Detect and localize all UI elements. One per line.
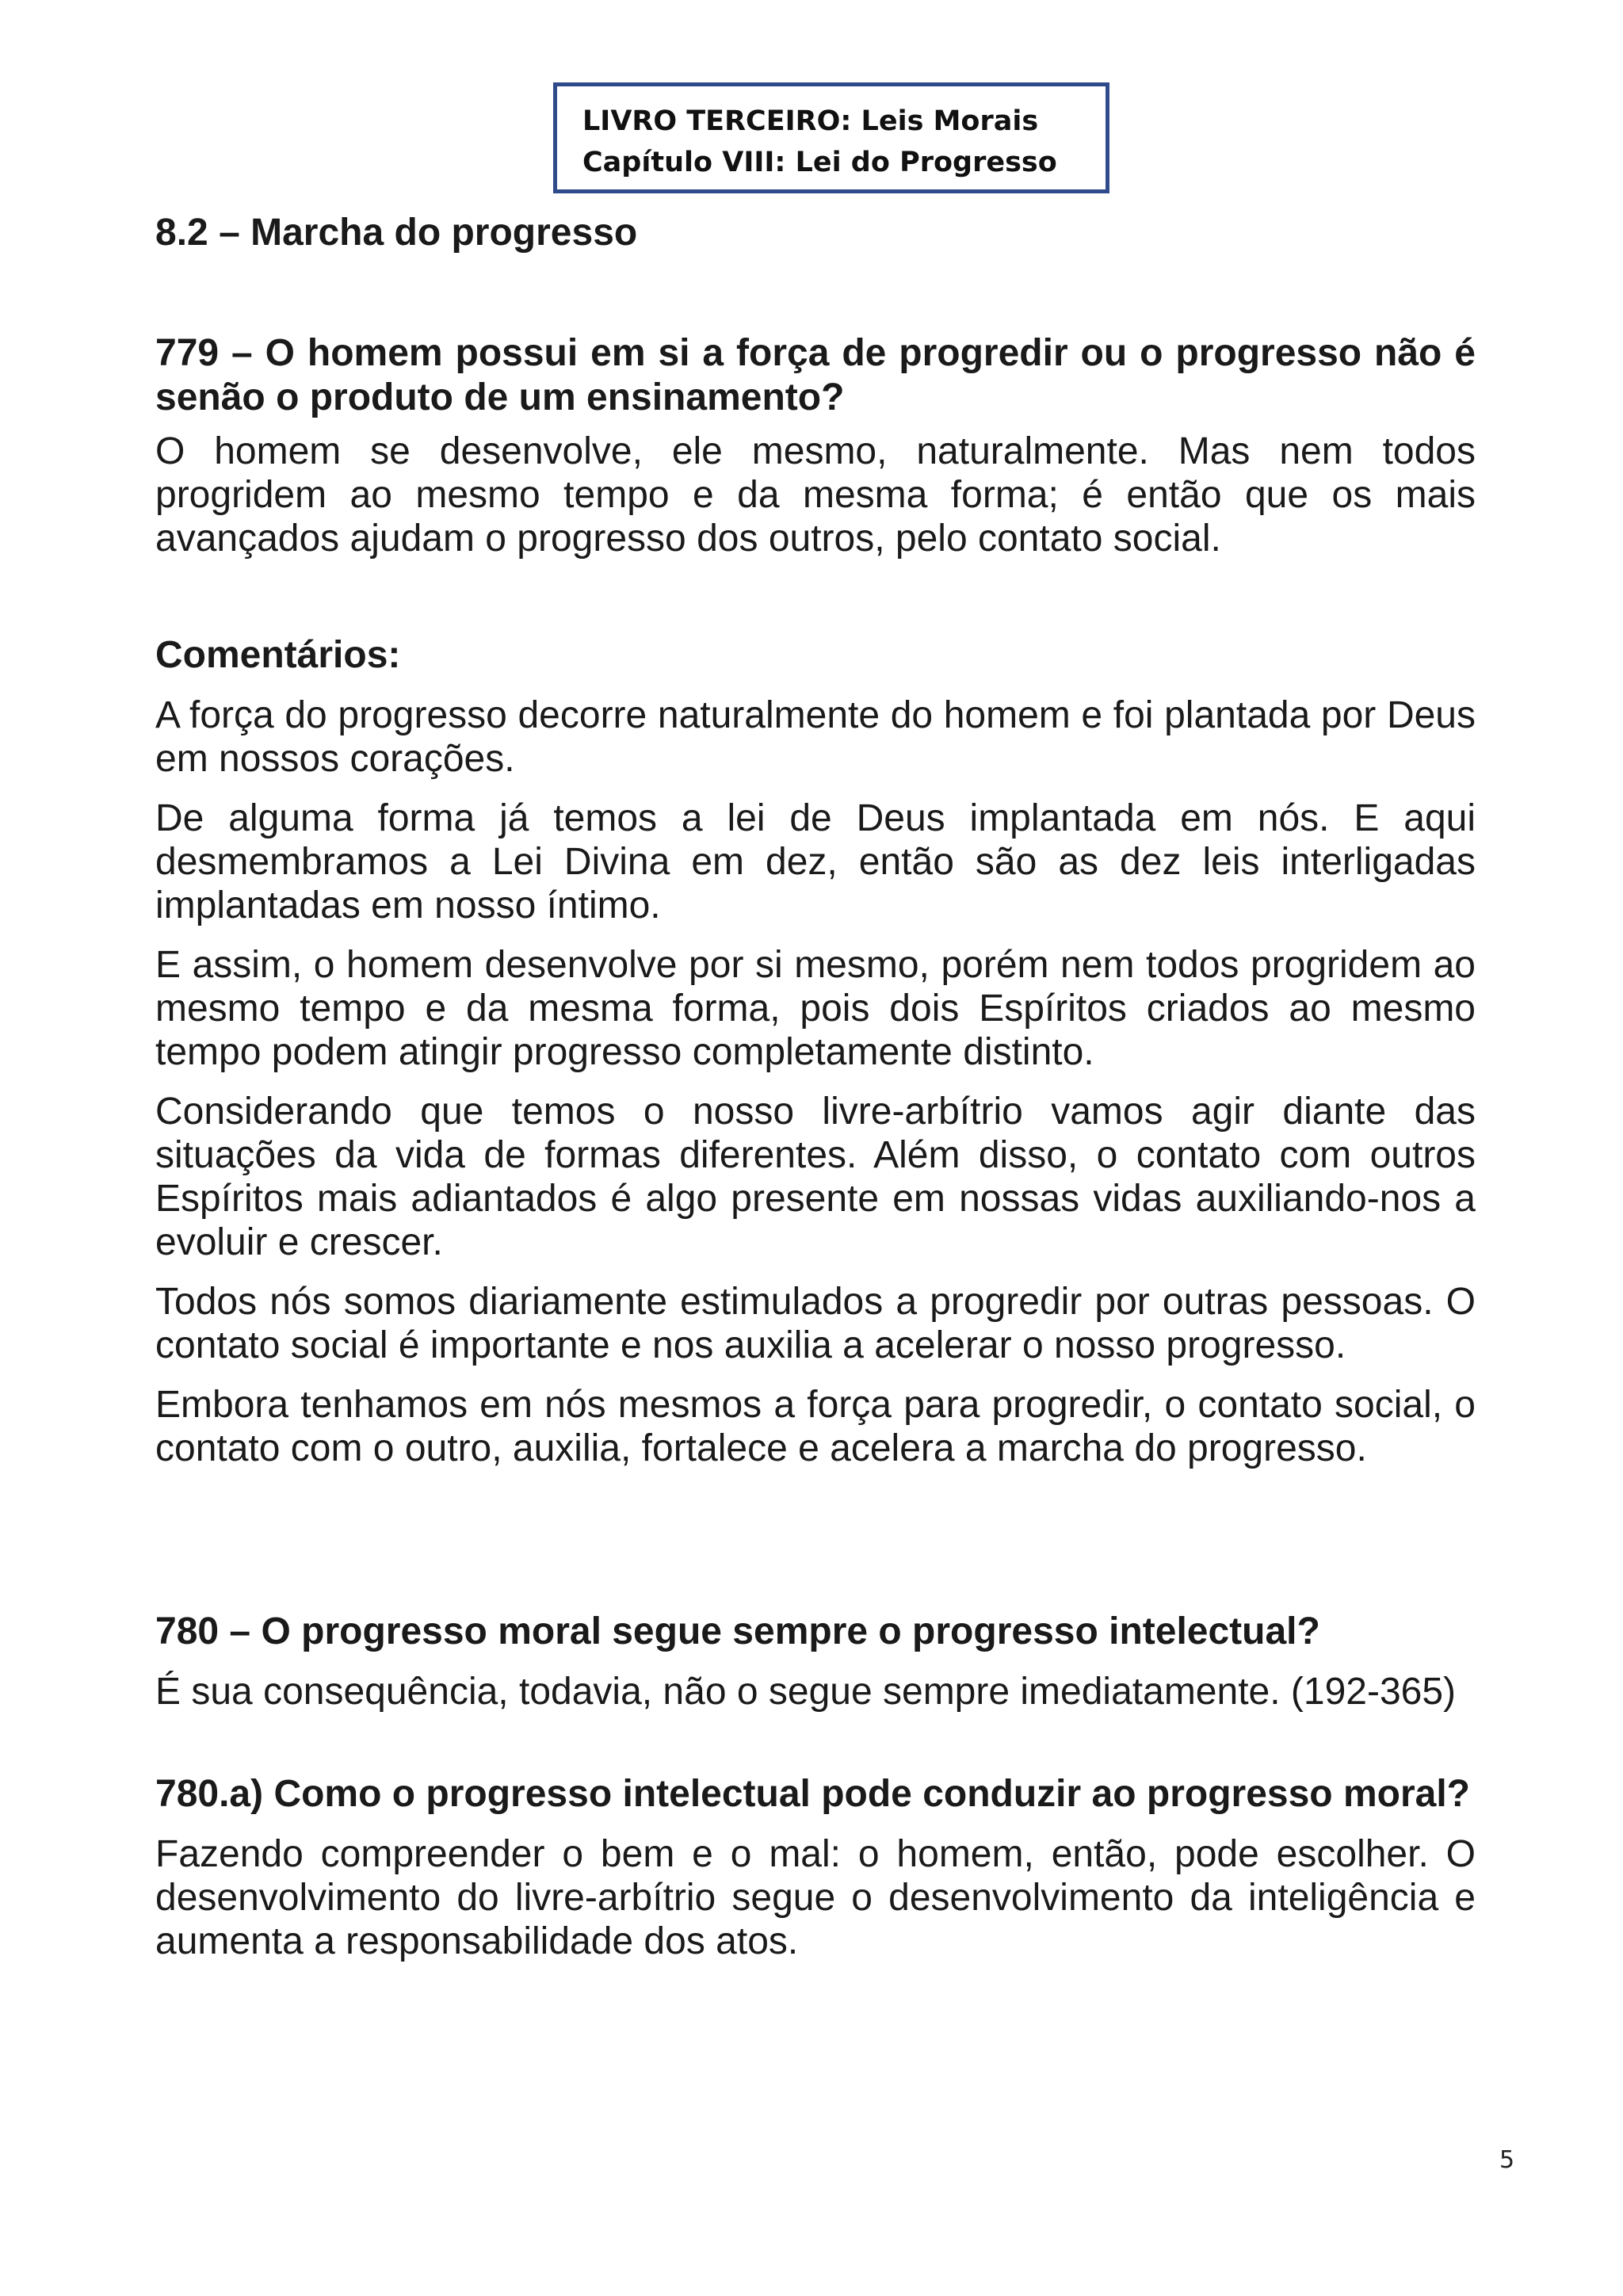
section-title: 8.2 – Marcha do progresso [155,212,638,254]
comment-paragraph: Considerando que temos o nosso livre-arbítrio vamos agir diante das situações da vida de formas diferentes. Além disso, o contato com outros Espíritos mais adiantados é algo presente em nossas vidas auxiliando-nos a evoluir e crescer. [155,1091,1476,1263]
book-title: LIVRO TERCEIRO: Leis Morais [582,105,1039,137]
page-number: 5 [1499,2146,1515,2174]
question-779: 779 – O homem possui em si a força de progredir ou o progresso não é senão o produto de um ensinamento? [155,332,1476,418]
chapter-header-box [553,82,1109,193]
comment-paragraph: A força do progresso decorre naturalmente do homem e foi plantada por Deus em nossos corações. [155,694,1476,780]
comment-paragraph: E assim, o homem desenvolve por si mesmo, porém nem todos progridem ao mesmo tempo e da mesma forma, pois dois Espíritos criados ao mesmo tempo podem atingir progresso completamente distinto. [155,944,1476,1073]
page-content [155,211,1476,1963]
comment-paragraph: Embora tenhamos em nós mesmos a força para progredir, o contato social, o contato com o outro, auxilia, fortalece e acelera a marcha do progresso. [155,1384,1476,1469]
comments-title: Comentários: [155,634,401,676]
question-780a: 780.a) Como o progresso intelectual pode conduzir ao progresso moral? [155,1773,1470,1815]
chapter-title: Capítulo VIII: Lei do Progresso [582,147,1057,178]
question-780: 780 – O progresso moral segue sempre o progresso intelectual? [155,1610,1320,1652]
comment-paragraph: Todos nós somos diariamente estimulados a progredir por outras pessoas. O contato social é importante e nos auxilia a acelerar o nosso progresso. [155,1281,1476,1366]
answer-780a: Fazendo compreender o bem e o mal: o homem, então, pode escolher. O desenvolvimento do livre-arbítrio segue o desenvolvimento da inteligência e aumenta a responsabilidade dos atos. [155,1833,1476,1962]
answer-779: O homem se desenvolve, ele mesmo, naturalmente. Mas nem todos progridem ao mesmo tempo e da mesma forma; é então que os mais avançados ajudam o progresso dos outros, pelo contato social. [155,430,1476,560]
comment-paragraph: De alguma forma já temos a lei de Deus implantada em nós. E aqui desmembramos a Lei Divina em dez, então são as dez leis interligadas implantadas em nosso íntimo. [155,797,1476,926]
answer-780: É sua consequência, todavia, não o segue sempre imediatamente. (192-365) [155,1671,1457,1713]
